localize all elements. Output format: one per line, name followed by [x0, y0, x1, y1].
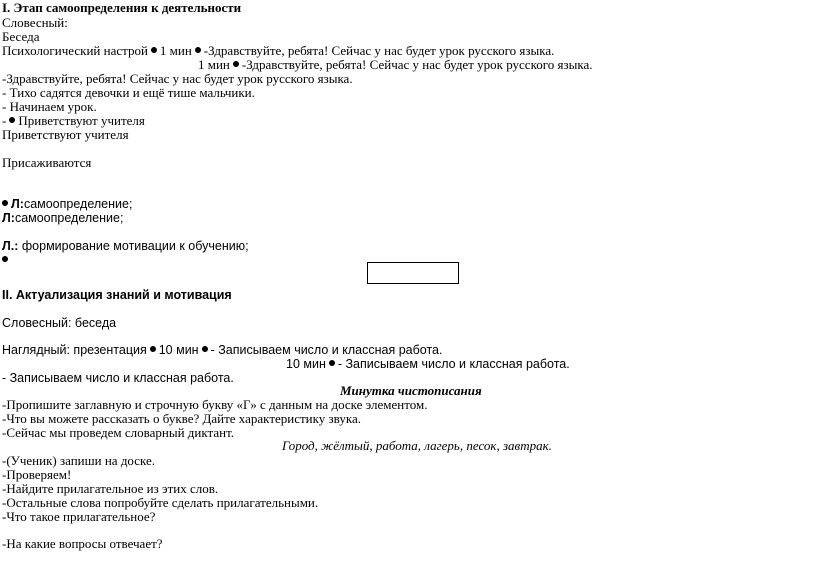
stage2-q8: -Что такое прилагательное? [2, 509, 156, 524]
stage2-title: II. Актуализация знаний и мотивация [2, 288, 232, 302]
record-text: - Записываем число и классная работа. [337, 357, 570, 371]
l-value: самоопределение; [23, 197, 133, 211]
stage2-method: Словесный: беседа [2, 316, 117, 330]
welcome-dash: - [2, 113, 7, 128]
l2-value: формирование мотивации к обучению; [18, 239, 249, 253]
stage2-q7: -Остальные слова попробуйте сделать прилагательными. [2, 495, 319, 510]
stage2-q5: -Проверяем! [2, 467, 72, 482]
stage1-title: I. Этап самоопределения к деятельности [2, 0, 242, 15]
bullet-icon [2, 200, 8, 206]
stage2-record: - Записываем число и классная работа. [2, 371, 234, 385]
visual-label: Наглядный: презентация [2, 343, 147, 357]
stage1-welcome-line [2, 114, 145, 128]
stage1-method: Словесный: [2, 15, 68, 30]
stage1-sit: - Тихо садятся девочки и ещё тише мальчики. [2, 85, 255, 100]
bullet-icon [195, 47, 201, 53]
empty-box [367, 262, 459, 284]
stage1-sitting: Присаживаются [2, 155, 92, 170]
time-value: 1 мин [198, 57, 230, 72]
visual-record: - Записываем число и классная работа. [210, 343, 443, 357]
stage1-l2-line [2, 239, 249, 253]
welcome-text: Приветствуют учителя [18, 113, 145, 128]
bullet-icon [202, 346, 208, 352]
psych-greet: -Здравствуйте, ребята! Сейчас у нас будет урок русского языка. [203, 43, 555, 58]
bullet-icon [9, 117, 15, 123]
stage1-psych-line [2, 44, 554, 58]
stage2-q9: -На какие вопросы отвечает? [2, 536, 163, 551]
stage1-start: - Начинаем урок. [2, 99, 97, 114]
stage2-q4: -(Ученик) запиши на доске. [2, 453, 156, 468]
stage2-time-record-line [286, 357, 570, 371]
bullet-icon [329, 360, 335, 366]
minutka-heading: Минутка чистописания [340, 383, 482, 398]
bullet-icon [151, 47, 157, 53]
stage2-q6: -Найдите прилагательное из этих слов. [2, 481, 219, 496]
time-value: 10 мин [286, 357, 326, 371]
stage2-q1: -Пропишите заглавную и строчную букву «Г» с данным на доске элементом. [2, 397, 428, 412]
stage1-form: Беседа [2, 29, 40, 44]
psych-time: 1 мин [159, 43, 192, 58]
stage1-greet: -Здравствуйте, ребята! Сейчас у нас будет урок русского языка. [2, 71, 353, 86]
bullet-icon [233, 61, 239, 67]
stage1-l-line-2 [2, 211, 123, 225]
stage1-empty-bullet [2, 253, 11, 267]
greet-text: -Здравствуйте, ребята! Сейчас у нас будет урок русского языка. [241, 57, 593, 72]
stage2-q3: -Сейчас мы проведем словарный диктант. [2, 425, 235, 440]
psych-label: Психологический настрой [2, 43, 148, 58]
stage1-time-greet-line [198, 58, 592, 72]
l2-label: Л.: [2, 239, 19, 253]
bullet-icon [150, 346, 156, 352]
stage2-q2: -Что вы можете рассказать о букве? Дайте характеристику звука. [2, 411, 361, 426]
stage2-visual-line [2, 343, 442, 357]
stage1-l-line [2, 197, 132, 211]
l-label: Л: [2, 211, 15, 225]
l-label: Л: [11, 197, 24, 211]
bullet-icon [2, 256, 8, 262]
l-value: самоопределение; [14, 211, 124, 225]
dictation-words: Город, жёлтый, работа, лагерь, песок, завтрак. [282, 438, 552, 453]
visual-time: 10 мин [158, 343, 199, 357]
stage1-welcome: Приветствуют учителя [2, 127, 129, 142]
